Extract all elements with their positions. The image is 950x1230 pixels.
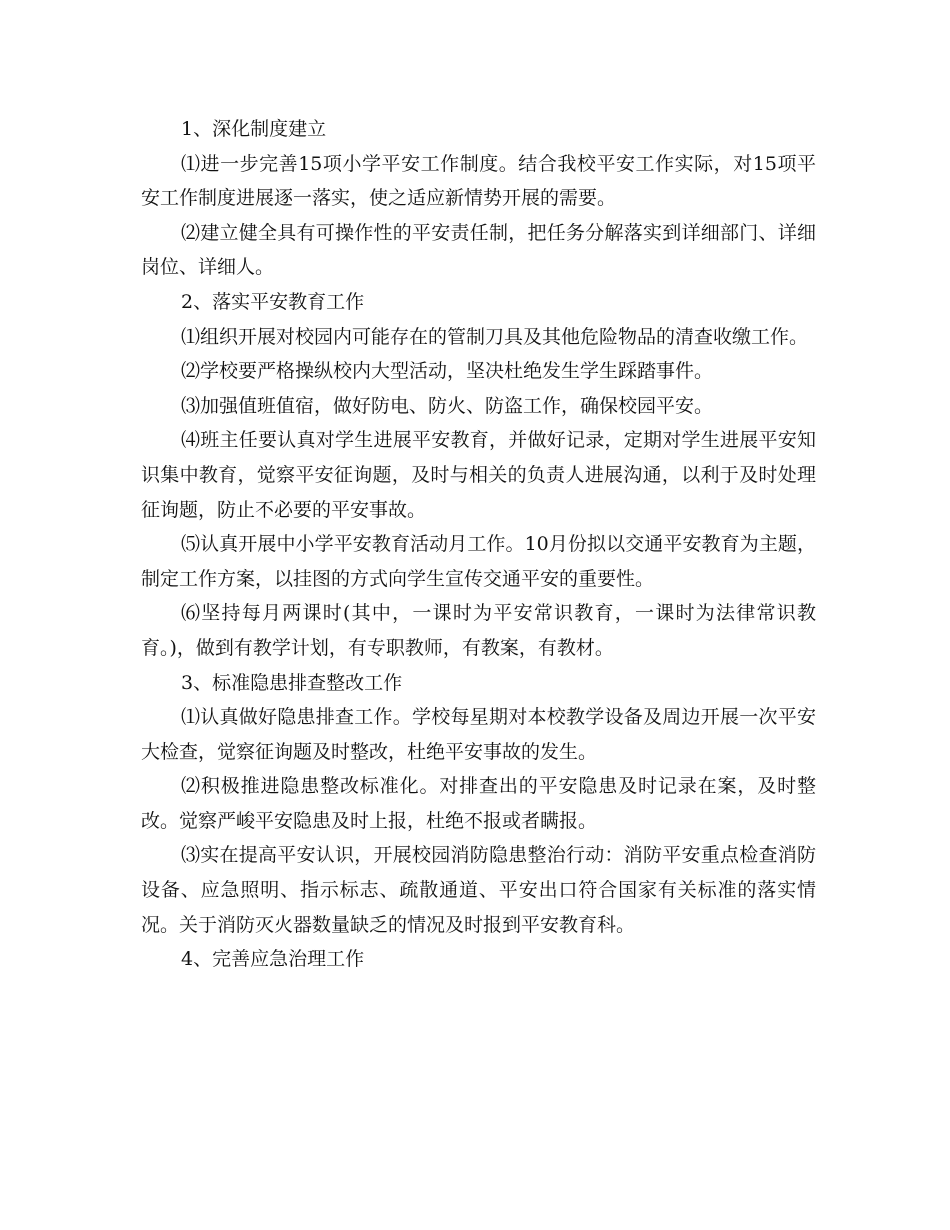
paragraph: ⑸认真开展中小学平安教育活动月工作。10月份拟以交通平安教育为主题，制定工作方案，以挂图的方式向学生宣传交通平安的重要性。 (141, 533, 816, 590)
paragraph: ⑵建立健全具有可操作性的平安责任制，把任务分解落实到详细部门、详细岗位、详细人。 (141, 221, 816, 279)
section-heading-2: 2、落实平安教育工作 (181, 290, 365, 313)
paragraph: ⑴认真做好隐患排查工作。学校每星期对本校教学设备及周边开展一次平安大检查，觉察征询题及时整改，杜绝平安事故的发生。 (141, 706, 816, 763)
paragraph: ⑶实在提高平安认识，开展校园消防隐患整治行动：消防平安重点检查消防设备、应急照明、指示标志、疏散通道、平安出口符合国家有关标准的落实情况。关于消防灭火器数量缺乏的情况及时报到平安教育科。 (141, 844, 816, 936)
section-heading-1: 1、深化制度建立 (181, 118, 327, 140)
paragraph: ⑷班主任要认真对学生进展平安教育，并做好记录，定期对学生进展平安知识集中教育，觉察平安征询题，及时与相关的负责人进展沟通，以利于及时处理征询题，防止不必要的平安事故。 (141, 429, 816, 521)
paragraph: ⑹坚持每月两课时(其中，一课时为平安常识教育，一课时为法律常识教育。)，做到有教学计划，有专职教师，有教案，有教材。 (141, 602, 816, 659)
paragraph: ⑴进一步完善15项小学平安工作制度。结合我校平安工作实际，对15项平安工作制度进展逐一落实，使之适应新情势开展的需要。 (141, 152, 816, 210)
section-heading-3: 3、标准隐患排查整改工作 (181, 671, 403, 694)
document-body (141, 112, 816, 977)
paragraph: ⑴组织开展对校园内可能存在的管制刀具及其他危险物品的清查收缴工作。 (181, 325, 809, 348)
paragraph: ⑵学校要严格操纵校内大型活动，坚决杜绝发生学生踩踏事件。 (181, 360, 714, 383)
paragraph: ⑶加强值班值宿，做好防电、防火、防盗工作，确保校园平安。 (181, 394, 714, 417)
paragraph: ⑵积极推进隐患整改标准化。对排查出的平安隐患及时记录在案，及时整改。觉察严峻平安隐患及时上报，杜绝不报或者瞒报。 (141, 775, 816, 832)
section-heading-4: 4、完善应急治理工作 (181, 948, 365, 971)
